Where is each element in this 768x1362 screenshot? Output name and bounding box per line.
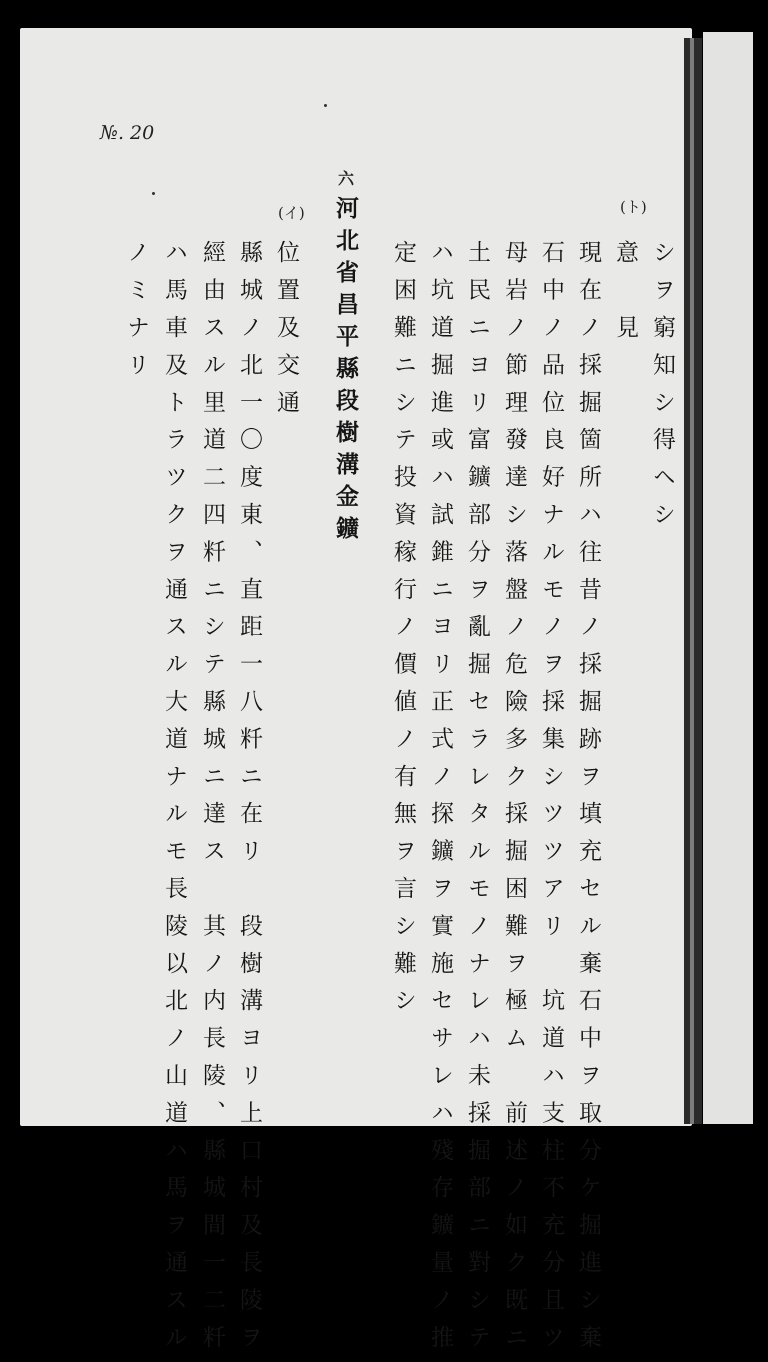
heading-location: 位置及交通	[273, 240, 299, 427]
section-marker-to: (ト)	[620, 198, 647, 216]
page-binding-edge	[684, 38, 702, 1124]
page-number: №. 20	[100, 122, 155, 144]
subsection-marker-i: (イ)	[278, 204, 305, 222]
text-column-13: ハ馬車及トラツクヲ通スル大道ナルモ長陵以北ノ山道ハ馬ヲ通スル	[161, 240, 187, 1362]
text-column-14: ノミナリ	[123, 240, 149, 390]
text-column-7: ハ坑道掘進或ハ試錐ニヨリ正式ノ探鑛ヲ實施セサレハ殘存鑛量ノ推	[427, 240, 453, 1362]
text-column-1: シヲ窮知シ得ヘシ	[649, 240, 675, 540]
text-column-11: 縣城ノ北一〇度東、直距一八粁ニ在リ 段樹溝ヨリ上口村及長陵ヲ	[236, 240, 262, 1362]
speck	[324, 104, 327, 107]
text-column-6: 土民ニヨリ富鑛部分ヲ亂掘セラレタルモノナレハ未採掘部ニ對シテ	[464, 240, 490, 1362]
text-column-5: 母岩ノ節理發達シ落盤ノ危險多ク採掘困難ヲ極ム 前述ノ如ク既ニ	[501, 240, 527, 1362]
heading-opinion: 意 見	[612, 240, 638, 353]
adjacent-page	[703, 32, 753, 1124]
text-column-12: 經由スル里道二四粁ニシテ縣城ニ達ス 其ノ内長陵、縣城間一二粁	[199, 240, 225, 1362]
text-column-8: 定困難ニシテ投資稼行ノ價値ノ有無ヲ言シ難シ	[390, 240, 416, 1026]
section-number: 六	[338, 169, 355, 188]
text-column-3: 現在ノ採掘箇所ハ往昔ノ採掘跡ヲ填充セル棄石中ヲ取分ケ掘進シ棄	[575, 240, 601, 1362]
speck	[152, 192, 155, 195]
mine-title: 河北省昌平縣段樹溝金鑛	[332, 196, 359, 548]
text-column-4: 石中ノ品位良好ナルモノヲ採集シツツアリ 坑道ハ支柱不充分且ツ	[538, 240, 564, 1362]
